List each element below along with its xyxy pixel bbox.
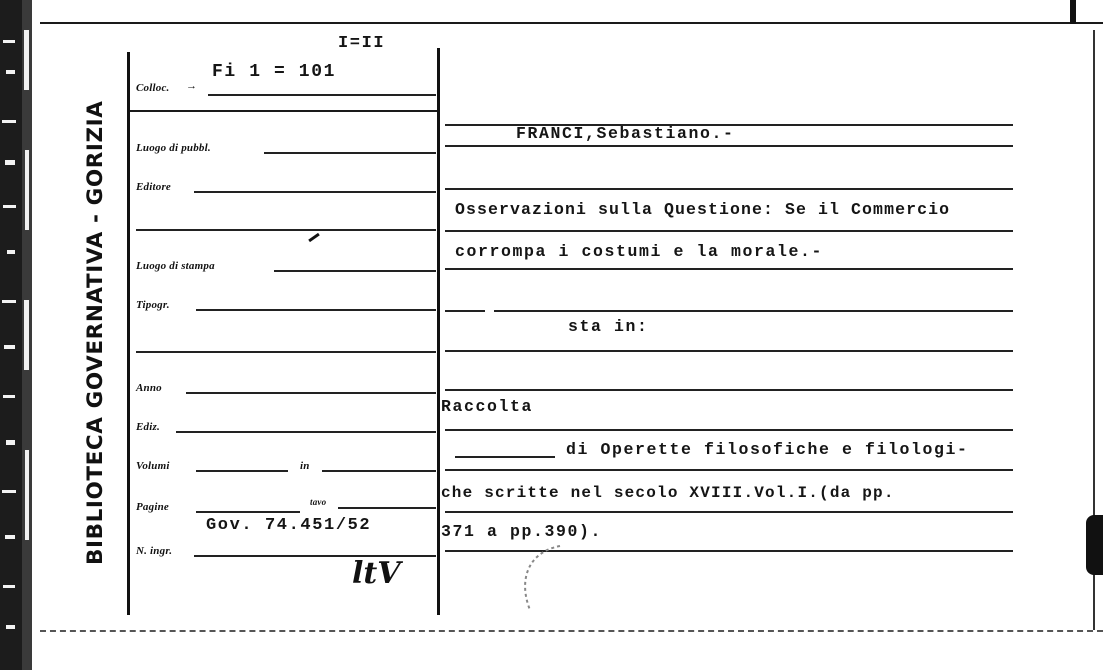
entry-line-9	[445, 429, 1013, 431]
pagine-label: Pagine	[136, 501, 169, 513]
tavole-label: tavo	[310, 497, 327, 507]
left-margin-rule	[127, 52, 130, 615]
anno-label: Anno	[136, 382, 162, 394]
entry-blank-underline	[455, 456, 555, 458]
entry-line-6	[445, 310, 485, 312]
edizione-line	[176, 431, 436, 433]
pen-mark	[308, 233, 320, 242]
tavole-line	[338, 507, 436, 509]
entry-line-2	[445, 145, 1013, 147]
editore-line-2	[136, 229, 436, 231]
clip-mark	[1086, 515, 1103, 575]
entry-line-10	[445, 469, 1013, 471]
edizione-label: Ediz.	[136, 421, 160, 433]
volumi-label: Volumi	[136, 460, 170, 472]
entry-line-3	[445, 188, 1013, 190]
ingresso-value: Gov. 74.451/52	[206, 516, 372, 535]
scan-edge-strip	[0, 0, 40, 670]
ingresso-label: N. ingr.	[136, 545, 173, 557]
collocazione-value: Fi 1 = 101	[212, 62, 337, 82]
luogo-stampa-label: Luogo di stampa	[136, 260, 215, 272]
tipografia-line-2	[136, 351, 436, 353]
entry-source-line-1: Raccolta	[441, 397, 534, 416]
center-divider-rule	[437, 48, 440, 615]
entry-title-line-2: corrompa i costumi e la morale.-	[455, 242, 824, 261]
luogo-pubbl-line	[264, 152, 436, 154]
arrow-icon: →	[186, 80, 197, 92]
collocazione-line	[208, 94, 436, 96]
entry-sta-in: sta in:	[568, 317, 649, 336]
card-right-edge	[1070, 0, 1076, 24]
entry-author: FRANCI,Sebastiano.-	[516, 124, 735, 143]
tipografia-line	[196, 309, 436, 311]
form-divider-top	[130, 110, 437, 112]
entry-source-line-3: che scritte nel secolo XVIII.Vol.I.(da pp.	[441, 484, 895, 502]
volumi-line	[196, 470, 288, 472]
entry-line-8	[445, 389, 1013, 391]
pagine-line	[196, 511, 300, 513]
entry-line-5	[445, 268, 1013, 270]
entry-line-4	[445, 230, 1013, 232]
entry-line-11	[445, 511, 1013, 513]
editore-line	[194, 191, 436, 193]
entry-source-line-4: 371 a pp.390).	[441, 522, 603, 541]
tipografia-label: Tipogr.	[136, 299, 170, 311]
card-bottom-border	[40, 630, 1103, 633]
in-label: in	[300, 460, 310, 472]
anno-line	[186, 392, 436, 394]
entry-title-line-1: Osservazioni sulla Questione: Se il Commercio	[455, 200, 951, 219]
luogo-pubbl-label: Luogo di pubbl.	[136, 142, 211, 154]
handwritten-initials: ltV	[352, 556, 401, 591]
editore-label: Editore	[136, 181, 172, 193]
in-line	[322, 470, 436, 472]
volume-mark: I=II	[338, 34, 386, 53]
library-side-title: BIBLIOTECA GOVERNATIVA - GORIZIA	[83, 100, 108, 565]
collocazione-label: Colloc.	[136, 82, 170, 94]
card-top-border	[40, 22, 1103, 24]
luogo-stampa-line	[274, 270, 436, 272]
entry-line-7	[445, 350, 1013, 352]
faint-stamp-arc	[508, 540, 568, 620]
entry-line-6b	[494, 310, 1013, 312]
entry-source-line-2: di Operette filosofiche e filologi-	[566, 440, 969, 459]
